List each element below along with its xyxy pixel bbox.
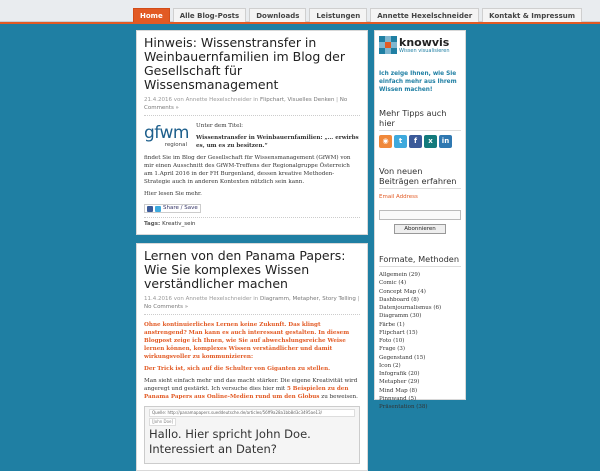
category-item[interactable]: Comic (4)	[379, 280, 407, 287]
newsletter-widget-title: Von neuen Beiträgen erfahren	[379, 166, 461, 189]
post-meta: 11.4.2016 von Annette Hexelschneider in Diagramm, Metapher, Story Telling | No Comments »	[144, 295, 360, 315]
main-menu	[133, 8, 582, 22]
category-item[interactable]: Frage (3)	[379, 346, 406, 353]
category-item[interactable]: Concept Map (4)	[379, 288, 426, 295]
category-item[interactable]: Mind Map (8)	[379, 387, 418, 394]
category-item[interactable]: Flipchart (15)	[379, 329, 418, 336]
post-body	[144, 321, 360, 464]
category-item[interactable]: Gegenstand (15)	[379, 354, 426, 361]
facebook-icon[interactable]: f	[409, 135, 422, 148]
sidebar	[374, 30, 466, 410]
category-item[interactable]: Datenjournalismus (6)	[379, 305, 442, 311]
category-item[interactable]: Icon (2)	[379, 362, 401, 369]
post-comments-link[interactable]: No Comments »	[144, 304, 189, 310]
category-item[interactable]: Metapher (29)	[379, 379, 420, 386]
category-item[interactable]: Dashboard (8)	[379, 296, 419, 303]
read-more-link[interactable]: Hier lesen Sie mehr.	[144, 191, 202, 197]
categories-widget-title: Formate, Methoden	[379, 254, 461, 267]
post-categories[interactable]: Flipchart, Visuelles Denken	[260, 97, 335, 103]
sidebar-tagline: Ich zeige Ihnen, wie Sie einfach mehr aus Ihrem Wissen machen!	[379, 71, 457, 93]
post-date-author: 21.4.2016 von Annette Hexelschneider in	[144, 97, 259, 103]
top-navigation-bar	[0, 0, 600, 22]
tag-link[interactable]: Kreativ_sein	[162, 221, 196, 227]
email-input[interactable]	[379, 210, 461, 220]
nav-item-leistungen[interactable]: Leistungen	[309, 8, 367, 22]
twitter-icon[interactable]: t	[394, 135, 407, 148]
gfwm-logo-main: gfwm	[144, 123, 189, 143]
screenshot-source-url: Quelle: http://panamapapers.sueddeutsche.de/articles/56ff9a28a1bb8d3c3495ae13/	[149, 409, 355, 417]
post-paragraph-start: Man sieht einfach mehr und das macht stärker. Die eigene Kreativität wird angeregt und gestärkt. Ich versuche dies hier mit	[144, 378, 358, 392]
nav-item-alle-blog-posts[interactable]: Alle Blog-Posts	[173, 8, 246, 22]
tags-label: Tags:	[144, 221, 161, 227]
examples-link[interactable]: 5 Beispielen zu den Panama Papers aus Online-Medien rund um den Globus	[144, 386, 349, 400]
knowvis-logo[interactable]	[379, 36, 461, 54]
post-trick: Der Trick ist, sich auf die Schulter von Giganten zu stellen.	[144, 366, 331, 372]
twitter-share-icon	[155, 206, 161, 212]
share-save-label: Share / Save	[163, 205, 198, 211]
knowvis-logo-icon	[379, 36, 397, 54]
xing-icon[interactable]: x	[424, 135, 437, 148]
category-item[interactable]: Infografik (20)	[379, 371, 420, 377]
social-widget-title: Mehr Tipps auch hier	[379, 108, 461, 131]
category-item[interactable]: Pinnwand (5)	[379, 395, 417, 402]
nav-item-annette-hexelschneider[interactable]: Annette Hexelschneider	[370, 8, 479, 22]
nav-item-kontakt-impressum[interactable]: Kontakt & Impressum	[482, 8, 582, 22]
post-categories[interactable]: Diagramm, Metapher, Story Telling	[260, 296, 356, 302]
knowvis-wordmark: knowvis	[399, 35, 450, 49]
knowvis-subtitle: Wissen visualisieren	[399, 47, 450, 54]
post-paragraph-end: zu beweisen.	[321, 394, 358, 400]
blog-post	[136, 243, 368, 471]
facebook-share-icon	[147, 206, 153, 212]
post-tags	[144, 217, 360, 228]
rss-icon[interactable]: ◉	[379, 135, 392, 148]
gfwm-logo-sub: regional	[164, 142, 187, 148]
post-comments-link[interactable]: No Comments »	[144, 97, 348, 111]
post-title[interactable]: Hinweis: Wissenstransfer in Weinbauernfamilien im Blog der Gesellschaft für Wissensmanagement	[144, 35, 345, 92]
gfwm-logo	[144, 124, 190, 150]
nav-item-downloads[interactable]: Downloads	[249, 8, 306, 22]
nav-item-home[interactable]: Home	[133, 8, 170, 22]
category-item[interactable]: Präsentation (38)	[379, 404, 428, 410]
share-save-button[interactable]	[144, 204, 201, 213]
post-intro: Unter dem Titel:	[196, 123, 244, 129]
post-body	[144, 122, 360, 228]
post-meta: 21.4.2016 von Annette Hexelschneider in Flipchart, Visuelles Denken | No Comments »	[144, 96, 360, 116]
linkedin-icon[interactable]: in	[439, 135, 452, 148]
category-item[interactable]: Färbe (1)	[379, 321, 405, 328]
social-icons	[379, 135, 461, 148]
post-title[interactable]: Lernen von den Panama Papers: Wie Sie komplexes Wissen verständlicher machen	[144, 248, 346, 291]
category-item[interactable]: Allgemein (29)	[379, 272, 421, 278]
post-text: findet Sie im Blog der Gesellschaft für Wissensmanagement (GfWM) von mir einen Ausschnitt des GfWM-Treffens der Regionalgruppe Österreich am 1.April 2016 in der FH Burgenland, dessen kreative Methoden-Strategie auch in anderen Kontexten nützlich sein kann.	[144, 155, 351, 185]
post-lead: Ohne kontinuierliches Lernen keine Zukunft. Das klingt anstrengend? Man kann es auch interessant gestalten. In diesem Blogpost zeige ich Ihnen, wie Sie auf abwechslungsreiche Weise lernen können, komplexes Wissen verständlicher und damit wirkungsvoller zu kommunizieren:	[144, 322, 350, 360]
category-item[interactable]: Foto (10)	[379, 338, 405, 344]
screenshot-heading-1: Hallo. Hier spricht John Doe.	[149, 427, 311, 441]
categories-list	[379, 271, 461, 411]
email-label: Email Address	[379, 194, 418, 200]
main-content	[136, 30, 368, 456]
blog-post	[136, 30, 368, 235]
category-item[interactable]: Diagramm (30)	[379, 313, 422, 320]
screenshot-tag: [John Doe]	[149, 418, 176, 426]
subscribe-button[interactable]: Abonnieren	[394, 224, 446, 234]
post-paragraph	[144, 377, 360, 401]
embedded-screenshot[interactable]	[144, 406, 360, 464]
post-date-author: 11.4.2016 von Annette Hexelschneider in	[144, 296, 259, 302]
screenshot-heading-2: Interessiert an Daten?	[149, 442, 277, 456]
accent-strip	[0, 22, 600, 24]
post-quote: Wissenstransfer in Weinbauernfamilien: „… erwirbs es, um es zu besitzen.“	[196, 135, 359, 149]
